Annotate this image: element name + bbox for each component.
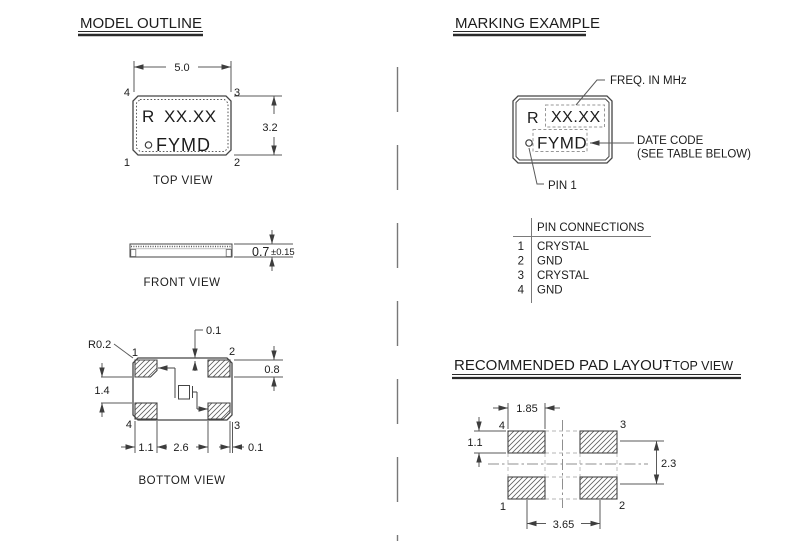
side-offset-value: 0.1 — [248, 442, 264, 454]
row-gap-value: 1.4 — [94, 385, 110, 397]
pin-table-row — [518, 285, 563, 297]
front-view-body — [130, 244, 232, 257]
top-view-pin1: 1 — [123, 157, 130, 169]
pin-table-header: PIN CONNECTIONS — [537, 222, 645, 234]
layout-pin4: 4 — [498, 420, 505, 432]
marking-datecode: FYMD — [537, 133, 588, 153]
model-outline-heading: MODEL OUTLINE — [80, 15, 202, 32]
bottom-view-dim-pad-height — [234, 346, 283, 391]
layout-pad-height-value: 1.1 — [467, 437, 483, 449]
top-view-label: TOP VIEW — [153, 175, 213, 187]
bottom-view-pad3 — [208, 403, 230, 419]
bottom-view-bottom-dims — [121, 421, 263, 454]
top-view-dim-height — [234, 96, 282, 155]
marking-pin1-dot — [526, 140, 532, 146]
freq-callout — [576, 75, 687, 105]
pin-connection: CRYSTAL — [537, 270, 589, 282]
bottom-view-pad4 — [135, 403, 157, 419]
bottom-view-label: BOTTOM VIEW — [138, 475, 226, 487]
crystal-symbol — [158, 368, 208, 409]
marking-prefix: R — [527, 110, 540, 127]
model-outline-title — [78, 15, 203, 35]
bottom-view-pad2 — [208, 360, 230, 377]
top-view-drawing — [124, 61, 282, 187]
pad-layout-title — [452, 357, 741, 378]
bottom-view-top-offset-value: 0.1 — [206, 325, 222, 337]
top-view-marking-frequency: XX.XX — [164, 107, 217, 126]
pin1-indicator-dot — [145, 142, 151, 148]
top-view-dim-width — [134, 61, 231, 92]
marking-frequency: XX.XX — [551, 109, 601, 126]
bottom-view-pin2: 2 — [229, 346, 236, 358]
layout-row-pitch-value: 2.3 — [661, 458, 677, 470]
pad-layout-heading: RECOMMENDED PAD LAYOUT — [454, 357, 672, 374]
marking-example-heading: MARKING EXAMPLE — [455, 15, 601, 32]
pad-width-value: 1.1 — [138, 442, 154, 454]
layout-pad4 — [508, 431, 545, 453]
pin-number: 4 — [517, 284, 524, 297]
datecode-callout — [590, 135, 751, 161]
pin-connection: GND — [537, 284, 563, 297]
top-view-marking-datecode: FYMD — [156, 135, 211, 155]
pad-layout-drawing — [467, 403, 676, 531]
top-view-dim-width-value: 5.0 — [174, 62, 190, 74]
pin-connection: GND — [537, 255, 563, 268]
front-view-tolerance-value: ±0.15 — [271, 247, 295, 258]
top-view-pin3: 3 — [234, 87, 241, 99]
marking-package-outline — [513, 96, 612, 163]
pad-height-value: 0.8 — [264, 364, 280, 376]
front-view-left-castellation — [131, 250, 136, 257]
corner-radius-value: R0.2 — [88, 339, 112, 351]
bottom-view-pin1: 1 — [131, 347, 138, 359]
pin-number: 1 — [517, 241, 524, 253]
bottom-view-dim-row-gap — [94, 363, 132, 417]
pin-table-row — [518, 256, 563, 268]
marking-example-title — [453, 15, 600, 35]
layout-dim-row-pitch — [620, 441, 676, 484]
pin-table-row — [518, 241, 590, 253]
col-gap-value: 2.6 — [173, 442, 189, 454]
top-view-marking-prefix: R — [142, 107, 155, 126]
top-view-dim-height-value: 3.2 — [262, 122, 278, 134]
front-view-dim-thickness — [234, 230, 295, 271]
layout-col-pitch-value: 3.65 — [552, 519, 575, 531]
bottom-view-drawing — [88, 325, 283, 487]
top-view-pin2: 2 — [234, 157, 241, 169]
marking-example-drawing — [513, 75, 751, 192]
layout-pin2: 2 — [619, 500, 626, 512]
front-view-thickness-value: 0.7 — [252, 245, 270, 259]
layout-pin1: 1 — [499, 501, 506, 513]
layout-pin3: 3 — [620, 419, 627, 431]
layout-dim-col-pitch — [527, 500, 600, 531]
layout-pad1 — [508, 477, 545, 499]
pin-table-row — [518, 270, 590, 282]
freq-callout-text: FREQ. IN MHz — [610, 75, 687, 87]
layout-pad-width-value: 1.85 — [516, 403, 538, 415]
bottom-view-pin3: 3 — [234, 420, 241, 432]
layout-pad3 — [580, 431, 617, 453]
pin1-callout — [529, 148, 577, 192]
bottom-view-pad1 — [135, 360, 157, 377]
bottom-view-corner-radius — [88, 339, 133, 358]
pin1-callout-text: PIN 1 — [548, 180, 577, 192]
datecode-callout-line1: DATE CODE — [637, 135, 704, 147]
pin-connections-table — [513, 218, 651, 303]
front-view-drawing — [130, 230, 295, 289]
top-view-pin4: 4 — [123, 87, 130, 99]
pin-number: 2 — [517, 255, 524, 268]
pin-connection: CRYSTAL — [537, 241, 589, 253]
datecode-callout-line2: (SEE TABLE BELOW) — [637, 148, 751, 161]
front-view-label: FRONT VIEW — [143, 277, 221, 289]
bottom-view-pin4: 4 — [125, 419, 132, 431]
pin-number: 3 — [517, 270, 524, 282]
layout-pad2 — [580, 477, 617, 499]
front-view-right-castellation — [226, 250, 231, 257]
pad-layout-heading-suffix: - TOP VIEW — [665, 359, 734, 373]
